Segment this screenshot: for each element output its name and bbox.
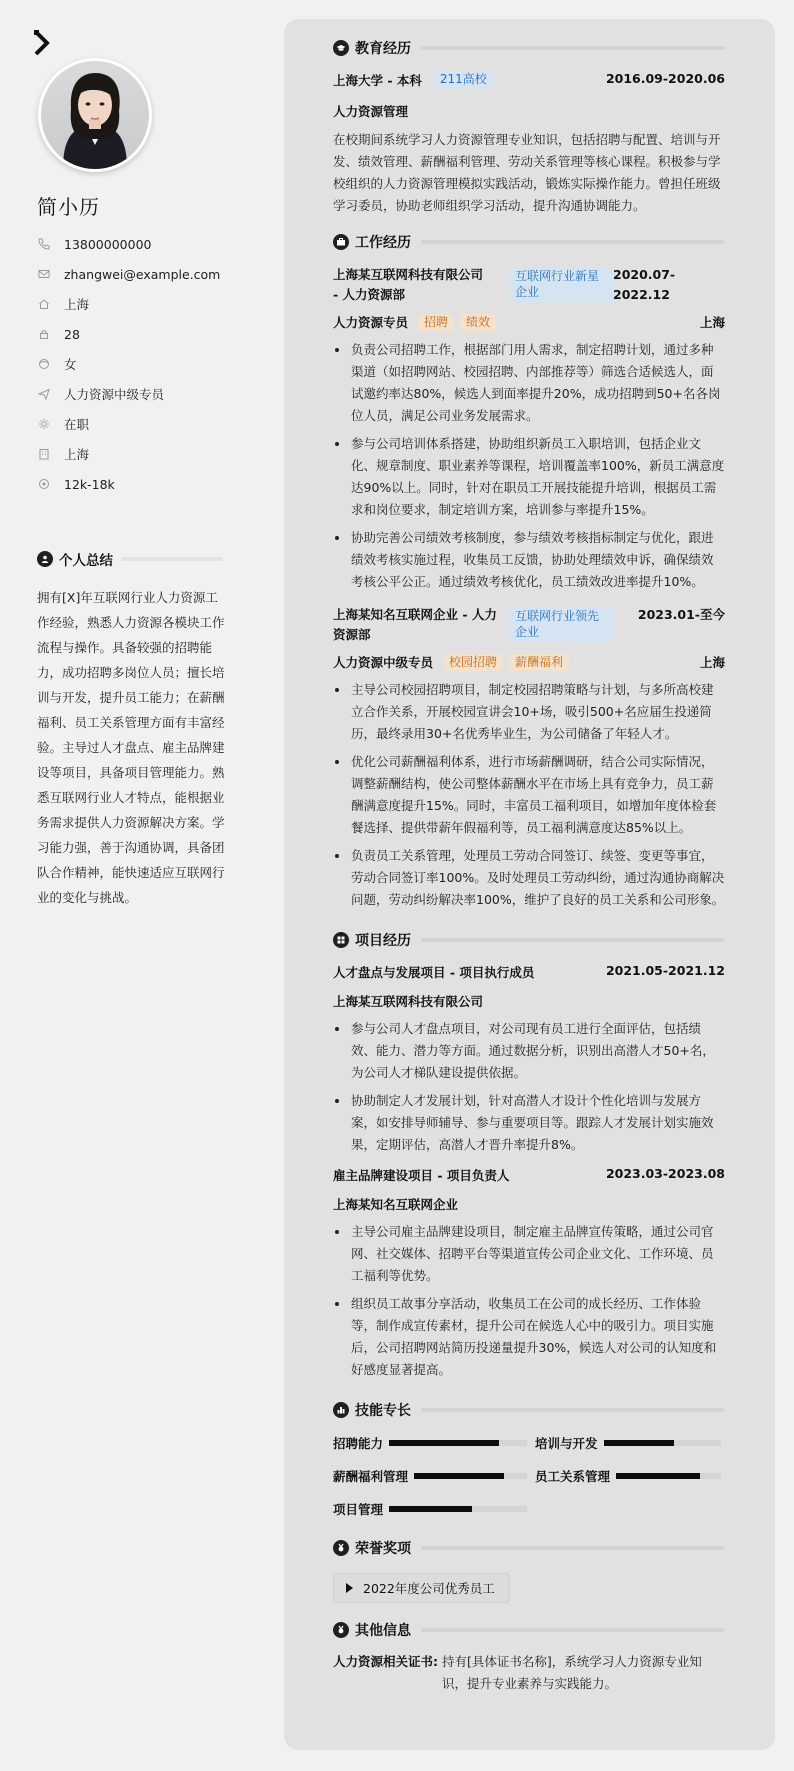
position-title: 人力资源中级专员 <box>333 655 434 670</box>
project-org: 上海某知名互联网企业 <box>333 1197 459 1212</box>
awards-section <box>333 1537 725 1603</box>
info-age <box>37 319 257 349</box>
summary-heading <box>37 549 223 569</box>
info-text: 在职 <box>64 417 90 432</box>
project-org: 上海某互联网科技有限公司 <box>333 994 484 1009</box>
school-tag: 211高校 <box>434 71 493 88</box>
resume-content-card <box>284 19 775 1750</box>
info-city <box>37 439 257 469</box>
award-label: 2022年度公司优秀员工 <box>363 1581 495 1596</box>
info-email <box>37 259 257 289</box>
project-date: 2021.05-2021.12 <box>605 963 725 978</box>
project-entry <box>333 963 725 1156</box>
project-bullets <box>333 1018 725 1156</box>
medal-icon <box>333 1622 349 1638</box>
position-tag: 招聘 <box>418 314 454 331</box>
job-bullets <box>333 339 725 593</box>
other-row <box>333 1651 725 1695</box>
skill-bar-fill <box>389 1440 499 1446</box>
job-city: 上海 <box>699 315 725 330</box>
divider <box>421 1408 725 1412</box>
lock-icon <box>37 327 51 341</box>
info-status <box>37 409 257 439</box>
list-item: 主导公司校园招聘项目，制定校园招聘策略与计划，与多所高校建立合作关系，开展校园宣讲会10+场，吸引500+名应届生投递简历，最终录用30+名优秀毕业生，为公司储备了年轻人才。 <box>333 679 725 745</box>
project-date: 2023.03-2023.08 <box>605 1166 725 1181</box>
avatar-portrait-icon <box>41 61 149 169</box>
divider <box>421 1546 725 1550</box>
section-title: 其他信息 <box>355 1623 411 1639</box>
job-bullets <box>333 679 725 911</box>
divider <box>421 1628 725 1632</box>
skill-bar <box>604 1440 721 1446</box>
other-section <box>333 1619 725 1695</box>
list-item: 负责员工关系管理，处理员工劳动合同签订、续签、变更等事宜，劳动合同签订率100%。及时处理员工劳动纠纷，通过沟通协商解决问题，劳动纠纷解决率100%，维护了良好的员工关系和公司形象。 <box>333 845 725 911</box>
education-left <box>333 71 493 89</box>
position-title: 人力资源专员 <box>333 315 409 330</box>
divider <box>421 240 725 244</box>
project-name: 雇主品牌建设项目 - 项目负责人 <box>333 1168 510 1183</box>
award-item[interactable] <box>333 1573 510 1603</box>
phone-icon <box>37 237 51 251</box>
position-row <box>333 313 725 331</box>
skills-list <box>333 1433 725 1519</box>
job-date: 2020.07-2022.12 <box>613 267 676 302</box>
skill-item <box>333 1433 535 1453</box>
logo-icon <box>33 30 55 56</box>
grid-icon <box>333 932 349 948</box>
section-heading <box>333 1399 725 1421</box>
job-city: 上海 <box>699 655 725 670</box>
list-item: 协助完善公司绩效考核制度，参与绩效考核指标制定与优化，跟进绩效考核实施过程，收集员工反馈，协助处理绩效申诉，确保绩效考核公平公正。通过绩效考核优化，员工绩效改进率提升10%。 <box>333 527 725 593</box>
skill-bar-fill <box>389 1506 472 1512</box>
list-item: 参与公司人才盘点项目，对公司现有员工进行全面评估，包括绩效、能力、潜力等方面。通过数据分析，识别出高潜人才50+名，为公司人才梯队建设提供依据。 <box>333 1018 725 1084</box>
company-name: 上海某互联网科技有限公司 - 人力资源部 <box>333 267 484 302</box>
position-tag: 校园招聘 <box>443 654 503 671</box>
skill-item <box>333 1499 535 1519</box>
project-entry <box>333 1166 725 1381</box>
job-header <box>333 265 725 305</box>
info-salary <box>37 469 257 499</box>
info-text: 12k-18k <box>64 476 115 492</box>
skill-bar <box>389 1440 527 1446</box>
education-section <box>333 37 725 217</box>
mail-icon <box>37 267 51 281</box>
status-icon <box>37 417 51 431</box>
job-header-left <box>333 605 613 645</box>
section-title: 技能专长 <box>355 1403 411 1419</box>
job-header-left <box>333 265 613 305</box>
briefcase-icon <box>333 234 349 250</box>
skill-name: 薪酬福利管理 <box>333 1469 409 1484</box>
divider <box>421 938 725 942</box>
skill-bar <box>616 1473 721 1479</box>
major: 人力资源管理 <box>333 104 409 119</box>
school-name: 上海大学 - 本科 <box>333 73 422 88</box>
info-text: 上海 <box>64 447 90 462</box>
skills-section <box>333 1399 725 1519</box>
divider <box>121 557 223 561</box>
project-header <box>333 963 725 981</box>
info-text: 上海 <box>64 297 90 312</box>
sidebar <box>0 0 282 1771</box>
list-item: 负责公司招聘工作，根据部门用人需求，制定招聘计划，通过多种渠道（如招聘网站、校园招聘、内部推荐等）筛选合适候选人，面试邀约率达80%，候选人到面率提升20%，成功招聘到50+名各岗位人员，满足公司业务发展需求。 <box>333 339 725 427</box>
list-item: 协助制定人才发展计划，针对高潜人才设计个性化培训与发展方案，如安排导师辅导、参与重要项目等。跟踪人才发展计划实施效果，定期评估，高潜人才晋升率提升8%。 <box>333 1090 725 1156</box>
position-tag: 绩效 <box>460 314 496 331</box>
salary-icon <box>37 477 51 491</box>
divider <box>421 46 725 50</box>
other-text: 持有[具体证书名称]，系统学习人力资源专业知识，提升专业素养与实践能力。 <box>442 1654 702 1691</box>
project-name: 人才盘点与发展项目 - 项目执行成员 <box>333 965 535 980</box>
skill-item <box>535 1466 729 1486</box>
play-icon <box>346 1583 353 1593</box>
education-row <box>333 71 725 89</box>
project-header <box>333 1166 725 1184</box>
info-text: 人力资源中级专员 <box>64 387 165 402</box>
info-gender <box>37 349 257 379</box>
list-item: 参与公司培训体系搭建，协助组织新员工入职培训，包括企业文化、规章制度、职业素养等课程，培训覆盖率100%，新员工满意度达90%以上。同时，针对在职员工开展技能提升培训，根据员工需求和岗位要求，制定培训方案，培训参与率提升15%。 <box>333 433 725 521</box>
contact-info-list <box>37 229 257 499</box>
work-section <box>333 231 725 911</box>
section-heading <box>333 1619 725 1641</box>
job-date: 2023.01-至今 <box>637 607 725 622</box>
job-entry <box>333 265 725 593</box>
summary-text: 拥有[X]年互联网行业人力资源工作经验，熟悉人力资源各模块工作流程与操作。具备较强的招聘能力，成功招聘多岗位人员；擅长培训与开发，提升员工能力；在薪酬福利、员工关系管理方面有丰富经验。主导过人才盘点、雇主品牌建设等项目，具备项目管理能力。熟悉互联网行业人才特点，能根据业务需求提供人力资源解决方案。学习能力强，善于沟通协调，具备团队合作精神，能快速适应互联网行业的变化与挑战。 <box>37 590 225 905</box>
job-entry <box>333 605 725 911</box>
section-heading <box>333 37 725 59</box>
avatar-photo <box>41 61 149 169</box>
skill-bar-fill <box>414 1473 504 1479</box>
projects-section <box>333 929 725 1381</box>
company-tag: 互联网行业领先企业 <box>509 607 613 641</box>
section-heading <box>333 1537 725 1559</box>
info-text: 女 <box>64 357 77 372</box>
education-desc: 在校期间系统学习人力资源管理专业知识，包括招聘与配置、培训与开发、绩效管理、薪酬福利管理、劳动关系管理等核心课程。积极参与学校组织的人力资源管理模拟实践活动，锻炼实际操作能力。曾担任班级学习委员，协助老师组织学习活动，提升沟通协调能力。 <box>333 132 721 213</box>
skill-name: 项目管理 <box>333 1502 384 1517</box>
section-title: 荣誉奖项 <box>355 1541 411 1557</box>
skill-bar-fill <box>616 1473 700 1479</box>
company-name: 上海某知名互联网企业 - 人力资源部 <box>333 607 497 642</box>
education-date: 2016.09-2020.06 <box>605 71 725 86</box>
info-phone <box>37 229 257 259</box>
job-header <box>333 605 725 645</box>
home-icon <box>37 297 51 311</box>
company-tag: 互联网行业新星企业 <box>509 267 613 301</box>
info-position <box>37 379 257 409</box>
position-left <box>333 313 496 331</box>
summary-title: 个人总结 <box>59 553 113 569</box>
skill-name: 培训与开发 <box>535 1436 598 1451</box>
building-icon <box>37 447 51 461</box>
user-icon <box>37 551 53 567</box>
section-heading <box>333 929 725 951</box>
skill-name: 招聘能力 <box>333 1436 384 1451</box>
list-item: 组织员工故事分享活动，收集员工在公司的成长经历、工作体验等，制作成宣传素材，提升公司在候选人心中的吸引力。项目实施后，公司招聘网站简历投递量提升30%，候选人对公司的认知度和好感度显著提高。 <box>333 1293 725 1381</box>
profile-name: 简小历 <box>37 195 100 219</box>
position-left <box>333 653 569 671</box>
section-title: 教育经历 <box>355 41 411 57</box>
medal-icon <box>333 1540 349 1556</box>
skill-bar-fill <box>604 1440 674 1446</box>
list-item: 优化公司薪酬福利体系，进行市场薪酬调研，结合公司实际情况，调整薪酬结构，使公司整体薪酬水平在市场上具有竞争力，员工薪酬满意度提升15%。同时，丰富员工福利项目，如增加年度体检套餐选择、提供带薪年假福利等，员工福利满意度达85%以上。 <box>333 751 725 839</box>
bar-chart-icon <box>333 1402 349 1418</box>
list-item: 主导公司雇主品牌建设项目，制定雇主品牌宣传策略，通过公司官网、社交媒体、招聘平台等渠道宣传公司企业文化、工作环境、员工福利等优势。 <box>333 1221 725 1287</box>
project-bullets <box>333 1221 725 1381</box>
send-icon <box>37 387 51 401</box>
info-text: zhangwei@example.com <box>64 266 221 282</box>
section-title: 工作经历 <box>355 235 411 251</box>
position-row <box>333 653 725 671</box>
awards-list <box>333 1573 725 1603</box>
info-text: 28 <box>64 326 80 342</box>
skill-item <box>535 1433 729 1453</box>
info-text: 13800000000 <box>64 236 152 252</box>
skill-bar <box>389 1506 527 1512</box>
section-heading <box>333 231 725 253</box>
info-home <box>37 289 257 319</box>
graduation-cap-icon <box>333 40 349 56</box>
skill-name: 员工关系管理 <box>535 1469 611 1484</box>
other-label: 人力资源相关证书: <box>333 1654 438 1669</box>
skill-bar <box>414 1473 527 1479</box>
position-tag: 薪酬福利 <box>509 654 569 671</box>
skill-item <box>333 1466 535 1486</box>
section-title: 项目经历 <box>355 933 411 949</box>
gender-icon <box>37 357 51 371</box>
avatar <box>38 58 152 172</box>
